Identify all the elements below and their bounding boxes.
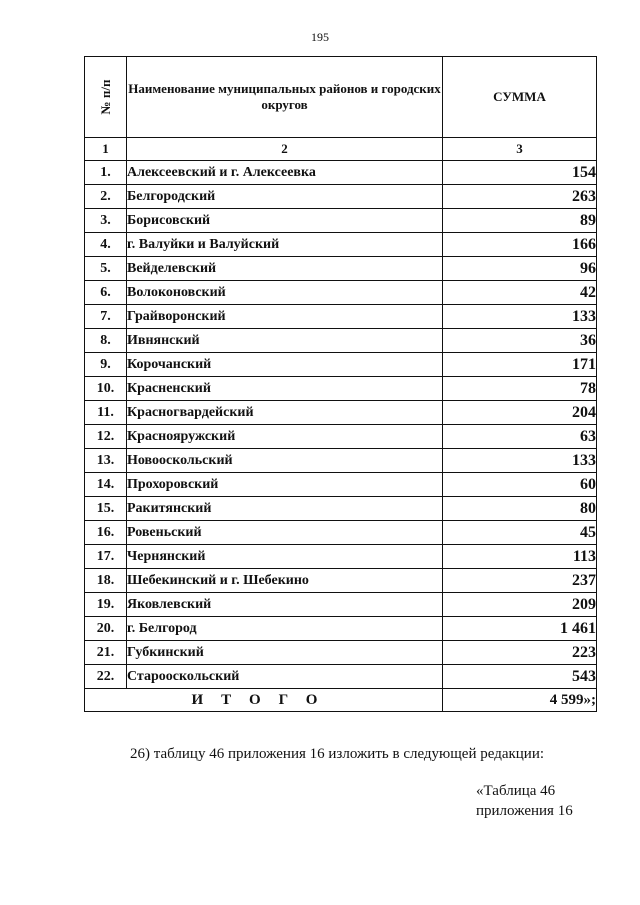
row-number: 20. [85,617,127,641]
table-reference [476,781,573,821]
row-value: 1 461 [443,617,597,641]
table-row [85,545,597,569]
row-name: Вейделевский [127,257,443,281]
row-name: Алексеевский и г. Алексеевка [127,161,443,185]
row-number: 18. [85,569,127,593]
row-name: Ровеньский [127,521,443,545]
table-row [85,161,597,185]
row-value: 223 [443,641,597,665]
row-name: Новооскольский [127,449,443,473]
row-number: 1. [85,161,127,185]
row-number: 16. [85,521,127,545]
row-name: Красненский [127,377,443,401]
row-name: Губкинский [127,641,443,665]
row-value: 204 [443,401,597,425]
row-number: 19. [85,593,127,617]
row-number: 13. [85,449,127,473]
column-number-3: 3 [443,138,597,161]
amendment-instruction: 26) таблицу 46 приложения 16 изложить в следующей редакции: [130,746,545,762]
table-row [85,665,597,689]
row-value: 171 [443,353,597,377]
row-number: 3. [85,209,127,233]
table-row [85,593,597,617]
row-name: Грайворонский [127,305,443,329]
table-reference-line-2: приложения 16 [476,803,573,819]
table-row [85,257,597,281]
table-row [85,641,597,665]
row-value: 45 [443,521,597,545]
row-number: 2. [85,185,127,209]
row-name: Ивнянский [127,329,443,353]
column-number-1: 1 [85,138,127,161]
row-number: 6. [85,281,127,305]
row-number: 7. [85,305,127,329]
table-row [85,305,597,329]
row-value: 209 [443,593,597,617]
row-name: Корочанский [127,353,443,377]
row-name: г. Белгород [127,617,443,641]
row-name: Старооскольский [127,665,443,689]
row-number: 17. [85,545,127,569]
row-value: 133 [443,449,597,473]
total-label: ИТОГО [85,689,443,712]
table-row [85,281,597,305]
row-value: 237 [443,569,597,593]
table-row [85,401,597,425]
row-value: 63 [443,425,597,449]
table-row [85,617,597,641]
row-number: 10. [85,377,127,401]
table-row [85,497,597,521]
row-name: Яковлевский [127,593,443,617]
row-name: Волоконовский [127,281,443,305]
row-value: 263 [443,185,597,209]
row-number: 11. [85,401,127,425]
row-value: 113 [443,545,597,569]
table-row [85,353,597,377]
table-header-row [85,57,597,138]
table-row [85,425,597,449]
row-number: 8. [85,329,127,353]
table-row [85,569,597,593]
row-name: Краснояружский [127,425,443,449]
row-value: 166 [443,233,597,257]
table-body [85,161,597,689]
column-number-row [85,138,597,161]
header-name: Наименование муниципальных районов и городских округов [127,57,443,138]
row-name: Шебекинский и г. Шебекино [127,569,443,593]
table-row [85,329,597,353]
row-number: 4. [85,233,127,257]
table-row [85,185,597,209]
row-name: Чернянский [127,545,443,569]
row-value: 96 [443,257,597,281]
column-number-2: 2 [127,138,443,161]
row-number: 21. [85,641,127,665]
row-name: г. Валуйки и Валуйский [127,233,443,257]
row-number: 5. [85,257,127,281]
row-number: 12. [85,425,127,449]
row-value: 60 [443,473,597,497]
table-row [85,377,597,401]
table-row [85,521,597,545]
row-name: Белгородский [127,185,443,209]
header-number: № п/п [97,79,113,115]
row-value: 133 [443,305,597,329]
row-value: 42 [443,281,597,305]
table-row [85,233,597,257]
row-value: 154 [443,161,597,185]
table-reference-line-1: «Таблица 46 [476,783,556,799]
row-number: 9. [85,353,127,377]
total-row [85,689,597,712]
row-number: 14. [85,473,127,497]
row-value: 78 [443,377,597,401]
row-name: Красногвардейский [127,401,443,425]
row-value: 89 [443,209,597,233]
header-sum: СУММА [443,57,597,138]
header-number-cell [85,57,127,138]
row-name: Ракитянский [127,497,443,521]
table-row [85,449,597,473]
page-number: 195 [311,30,329,44]
total-value: 4 599»; [443,689,597,712]
row-name: Прохоровский [127,473,443,497]
row-value: 36 [443,329,597,353]
row-value: 80 [443,497,597,521]
table-row [85,209,597,233]
table-row [85,473,597,497]
row-value: 543 [443,665,597,689]
allocation-table [84,56,597,712]
row-name: Борисовский [127,209,443,233]
row-number: 15. [85,497,127,521]
row-number: 22. [85,665,127,689]
